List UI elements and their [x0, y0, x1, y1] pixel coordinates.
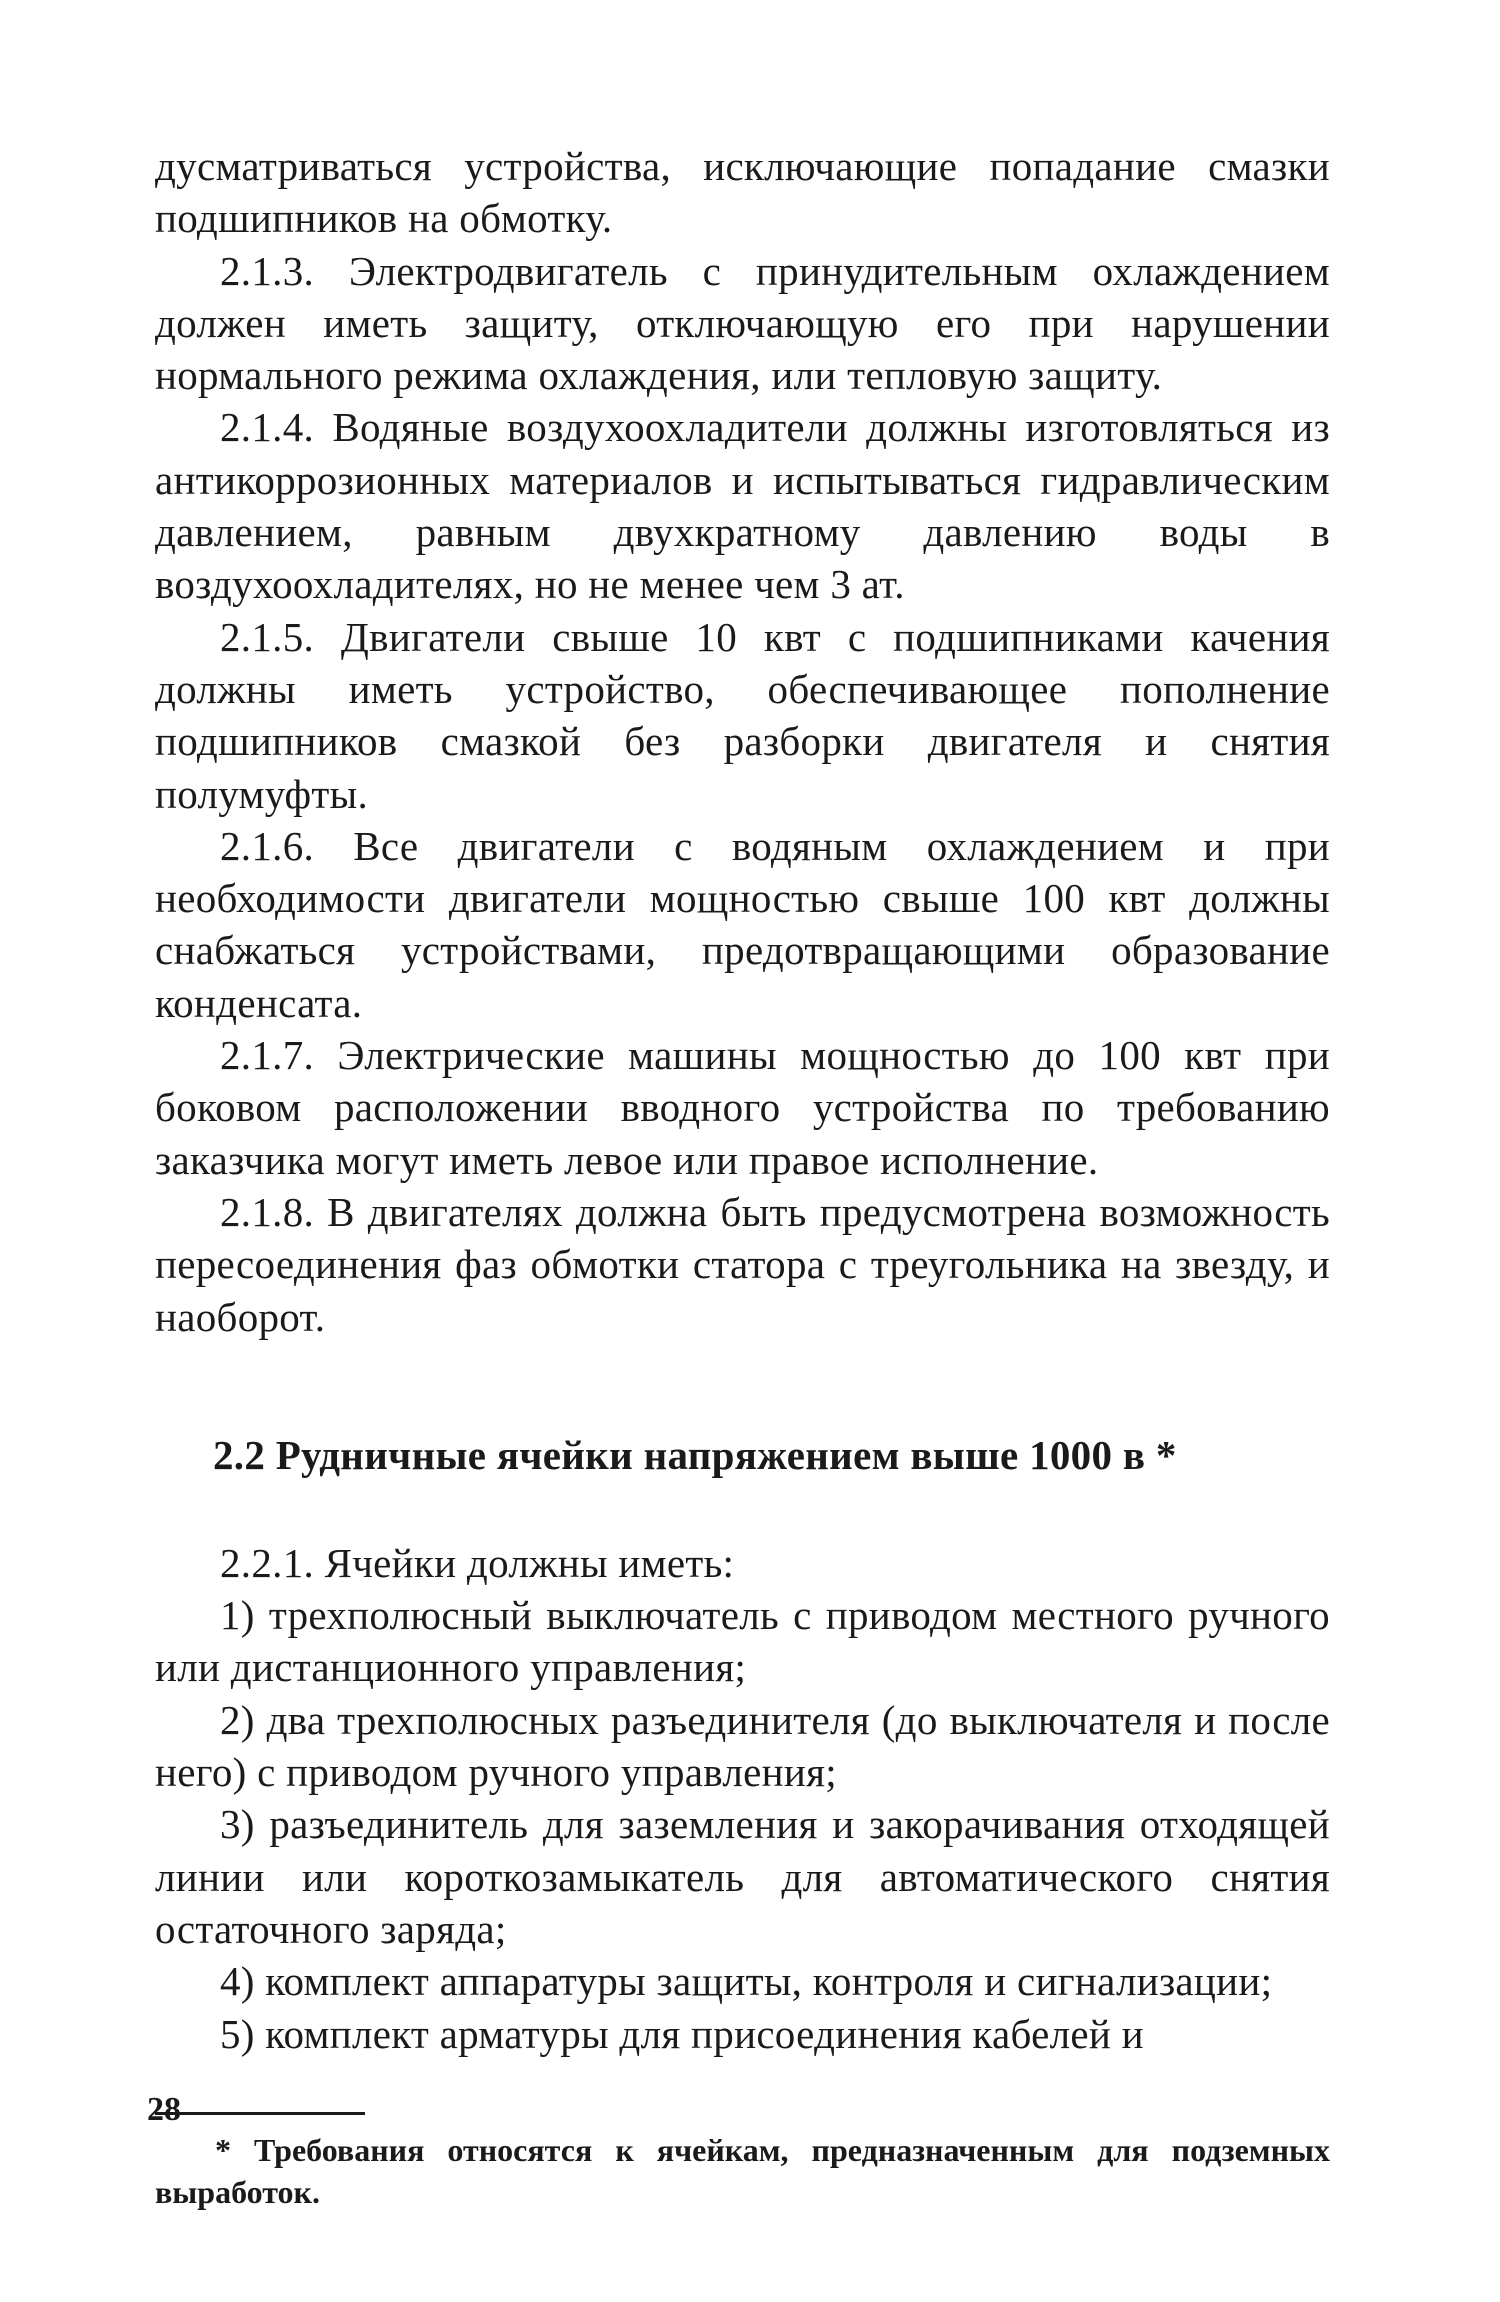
- list-item-1: 1) трехполюсный выключатель с приводом местного ручного или дистанционного управления;: [155, 1592, 1330, 1691]
- list-item-3: 3) разъединитель для заземления и закорачивания отходящей линии или короткозамыкатель для автоматического снятия остаточного заряда;: [155, 1801, 1330, 1952]
- list-item-2: 2) два трехполюсных разъединителя (до выключателя и после него) с приводом ручного управления;: [155, 1696, 1330, 1796]
- paragraph-2-2-1: 2.2.1. Ячейки должны иметь:: [220, 1539, 735, 1586]
- paragraph-2-1-8: 2.1.8. В двигателях должна быть предусмотрена возможность пересоединения фаз обмотки статора с треугольника на звезду, и наоборот.: [155, 1188, 1330, 1340]
- page-number: 28: [147, 2091, 181, 2128]
- footnote: * Требования относятся к ячейкам, предназначенным для подземных выработок.: [155, 2131, 1330, 2210]
- document-page: [155, 140, 1330, 2213]
- paragraph-2-1-6: 2.1.6. Все двигатели с водяным охлаждением и при необходимости двигатели мощностью свыше 100 квт должны снабжаться устройствами, предотвращающими образование конденсата.: [155, 822, 1330, 1026]
- list-item-5: 5) комплект арматуры для присоединения кабелей и: [220, 2010, 1144, 2057]
- paragraph-2-1-7: 2.1.7. Электрические машины мощностью до 100 квт при боковом расположении вводного устройства по требованию заказчика могут иметь левое или правое исполнение.: [155, 1032, 1330, 1183]
- paragraph-continuation: дусматриваться устройства, исключающие попадание смазки подшипников на обмотку.: [155, 143, 1330, 242]
- footnote-divider: [155, 2112, 365, 2115]
- paragraph-2-1-3: 2.1.3. Электродвигатель с принудительным охлаждением должен иметь защиту, отключающую его при нарушении нормального режима охлаждения, или тепловую защиту.: [155, 247, 1330, 399]
- list-item-4: 4) комплект аппаратуры защиты, контроля и сигнализации;: [220, 1958, 1273, 2005]
- paragraph-2-1-4: 2.1.4. Водяные воздухоохладители должны изготовляться из антикоррозионных материалов и испытываться гидравлическим давлением, равным двухкратному давлению воды в воздухоохладителях, но не менее чем 3 ат.: [155, 404, 1330, 608]
- section-heading: 2.2 Рудничные ячейки напряжением выше 1000 в *: [213, 1431, 1177, 1478]
- paragraph-2-1-5: 2.1.5. Двигатели свыше 10 квт с подшипниками качения должны иметь устройство, обеспечивающее пополнение подшипников смазкой без разборки двигателя и снятия полумуфты.: [155, 613, 1330, 817]
